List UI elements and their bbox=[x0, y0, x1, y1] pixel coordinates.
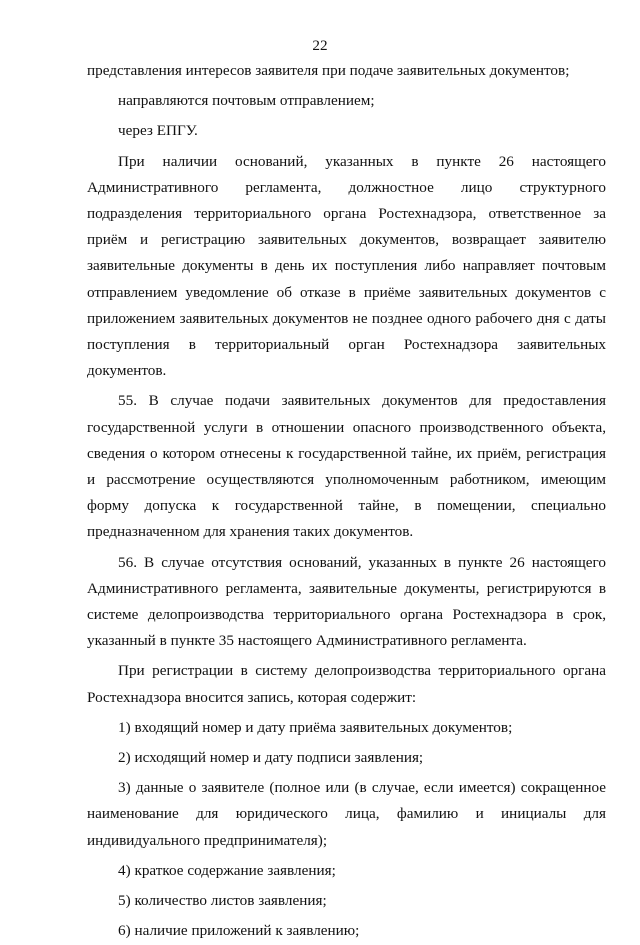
paragraph-return-documents: При наличии оснований, указанных в пункте 26 настоящего Административного регламента, должностное лицо структурного подразделения территориального органа Ростехнадзора, ответственное за приём и регистрацию заявительных документов, возвращает заявителю заявительные документы в день их поступления либо направляет почтовым отправлением уведомление об отказе в приёме заявительных документов с приложением заявительных документов не позднее одного рабочего дня с даты поступления в территориальный орган Ростехнадзора заявительных документов. bbox=[87, 152, 606, 380]
list-item-5: 5) количество листов заявления; bbox=[118, 892, 327, 910]
list-item-2: 2) исходящий номер и дату подписи заявления; bbox=[118, 749, 424, 767]
list-item-6: 6) наличие приложений к заявлению; bbox=[118, 922, 360, 940]
paragraph-registration-record: При регистрации в систему делопроизводства территориального органа Ростехнадзора вносится запись, которая содержит: bbox=[87, 662, 606, 706]
paragraph-continuation: представления интересов заявителя при подаче заявительных документов; bbox=[87, 62, 570, 79]
paragraph-56: 56. В случае отсутствия оснований, указанных в пункте 26 настоящего Административного регламента, заявительные документы, регистрируются в системе делопроизводства территориального органа Ростехнадзора в срок, указанный в пункте 35 настоящего Административного регламента. bbox=[87, 553, 606, 650]
list-item-3: 3) данные о заявителе (полное или (в случае, если имеется) сокращенное наименование для юридического лица, фамилию и инициалы для индивидуального предпринимателя); bbox=[87, 779, 606, 849]
list-item-mail: направляются почтовым отправлением; bbox=[118, 92, 375, 110]
page-number: 22 bbox=[312, 37, 328, 54]
document-body bbox=[87, 58, 606, 945]
paragraph-55: 55. В случае подачи заявительных документов для предоставления государственной услуги в отношении опасного производственного объекта, сведения о котором отнесены к государственной тайне, их приём, регистрация и рассмотрение осуществляются уполномоченным работником, имеющим форму допуска к государственной тайне, в помещении, специально предназначенном для хранения таких документов. bbox=[87, 392, 606, 541]
list-item-epgu: через ЕПГУ. bbox=[118, 122, 198, 140]
list-item-4: 4) краткое содержание заявления; bbox=[118, 861, 336, 879]
list-item-1: 1) входящий номер и дату приёма заявительных документов; bbox=[118, 718, 513, 736]
